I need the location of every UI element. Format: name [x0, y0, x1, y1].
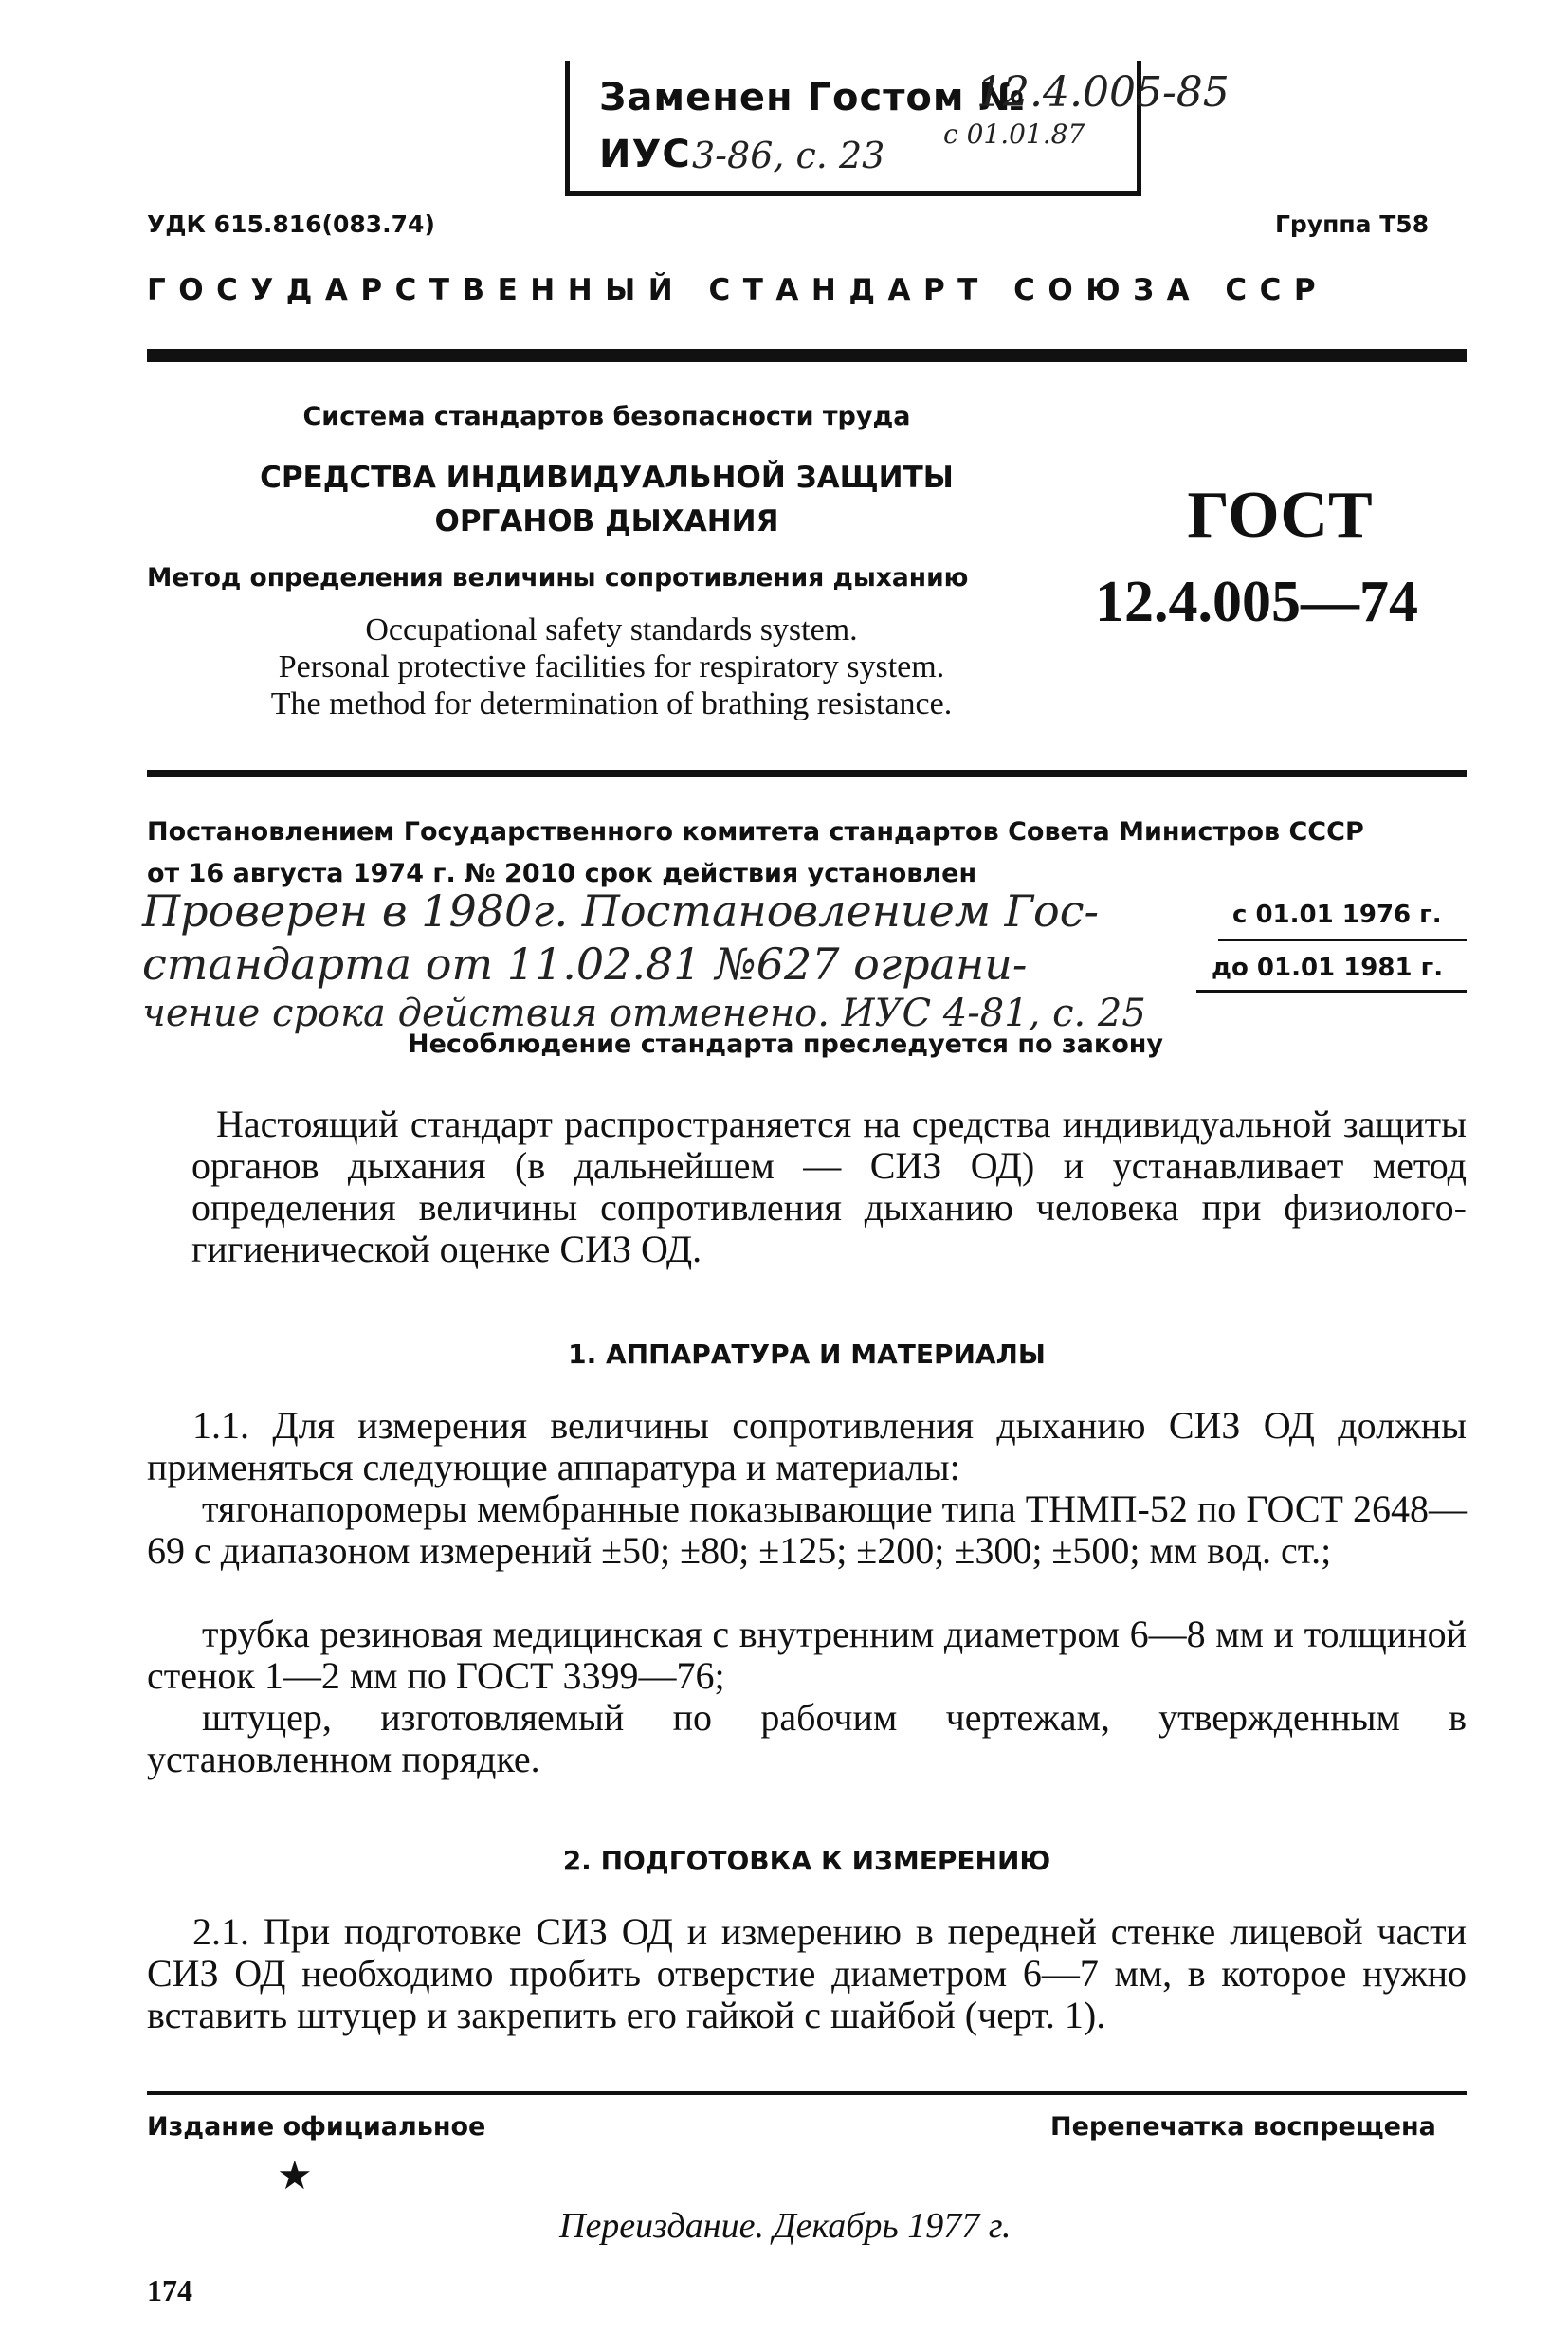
english-title-line3: The method for determination of brathing resistance. — [270, 686, 953, 721]
udk-code: УДК 615.816(083.74) — [147, 210, 435, 238]
gost-label: ГОСТ — [1187, 479, 1373, 552]
reprint-forbidden: Перепечатка воспрещена — [1050, 2112, 1436, 2142]
english-title-line1: Occupational safety standards system. — [365, 612, 858, 647]
stamp-replaced-label: Заменен Гостом № — [599, 76, 1026, 119]
title-rule — [147, 770, 1467, 777]
section1-paragraph4: штуцер, изготовляемый по рабочим чертежам, утвержденным в установленном порядке. — [147, 1696, 1467, 1780]
validity-to: до 01.01 1981 г. — [1212, 954, 1444, 982]
handwritten-note-line2: стандарта от 11.02.81 №627 ограни- — [142, 939, 1028, 990]
decree-line2: от 16 августа 1974 г. № 2010 срок действия установлен — [147, 859, 977, 888]
standards-system: Система стандартов безопасности труда — [302, 402, 911, 431]
method-title: Метод определения величины сопротивления дыханию — [147, 563, 969, 593]
english-title-line2: Personal protective facilities for respiratory system. — [278, 649, 945, 684]
gost-number: 12.4.005—74 — [1095, 570, 1418, 634]
validity-from: с 01.01 1976 г. — [1232, 901, 1442, 929]
standard-name-line2: ОРГАНОВ ДЫХАНИЯ — [434, 504, 779, 538]
section1-paragraph1: 1.1. Для измерения величины сопротивления дыханию СИЗ ОД должны применяться следующие аппаратура и материалы: — [147, 1404, 1467, 1488]
reissue-note: Переиздание. Декабрь 1977 г. — [559, 2206, 1012, 2246]
section1-paragraph2: тягонапоромеры мембранные показывающие типа ТНМП-52 по ГОСТ 2648—69 с диапазоном измерений ±50; ±80; ±125; ±200; ±300; ±500; мм вод. ст.; — [147, 1487, 1467, 1572]
handwritten-note-line1: Проверен в 1980г. Постановлением Гос- — [142, 885, 1100, 937]
state-standard-title: ГОСУДАРСТВЕННЫЙ СТАНДАРТ СОЮЗА ССР — [147, 273, 1329, 307]
stamp-ius-reference: 3-86, с. 23 — [692, 135, 885, 176]
section1-paragraph3: трубка резиновая медицинская с внутренним диаметром 6—8 мм и толщиной стенок 1—2 мм по ГОСТ 3399—76; — [147, 1613, 1467, 1697]
page-number: 174 — [147, 2273, 192, 2307]
validity-to-rule — [1196, 990, 1467, 993]
header-rule — [147, 349, 1467, 362]
legal-notice: Несоблюдение стандарта преследуется по закону — [408, 1030, 1164, 1059]
stamp-ius-label: ИУС — [599, 133, 691, 176]
group-code: Группа Т58 — [1275, 210, 1430, 238]
official-edition: Издание официальное — [147, 2112, 486, 2142]
intro-paragraph: Настоящий стандарт распространяется на средства индивидуальной защиты органов дыхания (в дальнейшем — СИЗ ОД) и устанавливает метод определения величины сопротивления дыханию человека при физиолого-гигиенической оценке СИЗ ОД. — [191, 1103, 1467, 1270]
stamp-replacement-number: 12.4.005-85 — [976, 68, 1230, 117]
footer-rule — [147, 2091, 1467, 2095]
standard-name-line1: СРЕДСТВА ИНДИВИДУАЛЬНОЙ ЗАЩИТЫ — [260, 461, 954, 495]
section2-heading: 2. ПОДГОТОВКА К ИЗМЕРЕНИЮ — [562, 1845, 1051, 1876]
decree-line1: Постановлением Государственного комитета стандартов Совета Министров СССР — [147, 817, 1364, 847]
stamp-date: с 01.01.87 — [943, 119, 1085, 150]
validity-from-rule — [1218, 939, 1467, 941]
star-icon: ★ — [277, 2152, 313, 2198]
handwritten-note-line3: чение срока действия отменено. ИУС 4-81, с. 25 — [142, 992, 1146, 1035]
section2-paragraph1: 2.1. При подготовке СИЗ ОД и измерению в передней стенке лицевой части СИЗ ОД необходимо пробить отверстие диаметром 6—7 мм, в которое нужно вставить штуцер и закрепить его гайкой с шайбой (черт. 1). — [147, 1910, 1467, 2036]
section1-heading: 1. АППАРАТУРА И МАТЕРИАЛЫ — [568, 1339, 1046, 1370]
